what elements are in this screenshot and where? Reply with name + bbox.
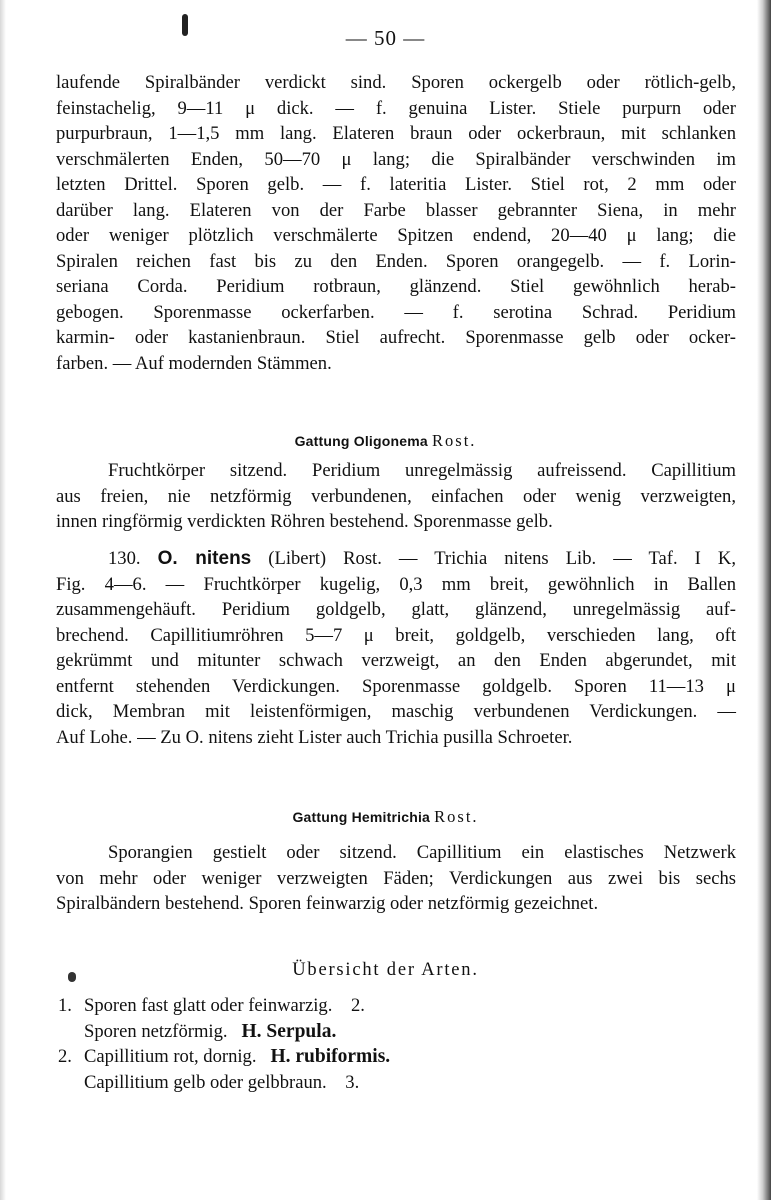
text-line: verschmälerten Enden, 50—70 μ lang; die Spiralbänder verschwinden im (56, 148, 736, 170)
text-line: laufende Spiralbänder verdickt sind. Sporen ockergelb oder rötlich-gelb, (56, 72, 736, 93)
genus-heading-hemitrichia (0, 807, 771, 827)
species-first-line (56, 546, 736, 572)
species-key (58, 993, 558, 1095)
key-reference: 2. (350, 995, 365, 1016)
text-line: darüber lang. Elateren von der Farbe blasser gebrannter Siena, in mehr (56, 199, 736, 221)
text-line: entfernt stehenden Verdickungen. Sporenmasse goldgelb. Sporen 11—13 μ (56, 675, 736, 697)
text-line: Spiralbändern bestehend. Sporen feinwarzig oder netzförmig gezeichnet. (56, 893, 599, 914)
text-line: gekrümmt und mitunter schwach verzweigt, an den Enden abgerundet, mit (56, 650, 736, 671)
text-line: dick, Membran mit leistenförmigen, maschig verbundenen Verdickungen. — (56, 701, 736, 722)
text-line: zusammengehäuft. Peridium goldgelb, glatt, glänzend, unregelmässig auf- (56, 599, 736, 620)
overview-title: Übersicht der Arten. (292, 960, 479, 980)
genus-name: Gattung Hemitrichia (292, 809, 431, 825)
key-text: Capillitium rot, dornig. (84, 1046, 257, 1067)
text-line: farben. — Auf modernden Stämmen. (56, 352, 332, 374)
genus-author: Rost. (434, 807, 479, 826)
text-line: oder weniger plötzlich verschmälerte Spitzen endend, 20—40 μ lang; die (56, 225, 736, 246)
key-row (58, 993, 558, 1019)
text-line: von mehr oder weniger verzweigten Fäden; Verdickungen aus zwei bis sechs (56, 867, 736, 889)
key-row (58, 1044, 558, 1070)
genus-heading-oligonema (0, 431, 771, 451)
text-line: innen ringförmig verdickten Röhren bestehend. Sporenmasse gelb. (56, 511, 553, 532)
genus-name: Gattung Oligonema (294, 433, 428, 449)
species-synonymy: (Libert) Rost. — Trichia nitens Lib. — Taf. I K, (268, 548, 736, 569)
page-edge-shadow-left (0, 0, 6, 1200)
text-line: brechend. Capillitiumröhren 5—7 μ breit, goldgelb, verschieden lang, oft (56, 624, 736, 646)
text-line: Fig. 4—6. — Fruchtkörper kugelig, 0,3 mm breit, gewöhnlich in Ballen (56, 573, 736, 595)
key-species: H. Serpula. (241, 1020, 337, 1042)
text-line: karmin- oder kastanienbraun. Stiel aufrecht. Sporenmasse gelb oder ocker- (56, 327, 736, 348)
top-paragraph (56, 70, 736, 376)
key-number: 2. (58, 1046, 72, 1067)
key-row (58, 1019, 558, 1045)
key-text: Capillitium gelb oder gelbbraun. (84, 1071, 327, 1093)
text-line: seriana Corda. Peridium rotbraun, glänzend. Stiel gewöhnlich herab- (56, 276, 736, 297)
text-line: purpurbraun, 1—1,5 mm lang. Elateren braun oder ockerbraun, mit schlanken (56, 123, 736, 144)
key-number: 1. (58, 995, 72, 1016)
text-line: Spiralen reichen fast bis zu den Enden. Sporen orangegelb. — f. Lorin- (56, 250, 736, 272)
text-line: gebogen. Sporenmasse ockerfarben. — f. serotina Schrad. Peridium (56, 301, 736, 323)
key-text: Sporen netzförmig. (84, 1020, 228, 1042)
text-line: feinstachelig, 9—11 μ dick. — f. genuina Lister. Stiele purpurn oder (56, 97, 736, 119)
key-row (58, 1070, 558, 1096)
text-line: Sporangien gestielt oder sitzend. Capillitium ein elastisches Netzwerk (108, 842, 736, 863)
text-line: Fruchtkörper sitzend. Peridium unregelmässig aufreissend. Capillitium (108, 460, 736, 481)
genus-author: Rost. (432, 431, 477, 450)
page-number: — 50 — (345, 26, 426, 50)
key-reference: 3. (345, 1071, 360, 1093)
oligonema-description (56, 458, 736, 535)
key-species: H. rubiformis. (270, 1046, 391, 1067)
species-130-entry (56, 546, 736, 750)
hemitrichia-description (56, 840, 736, 917)
page-edge-shadow-right (757, 0, 771, 1200)
text-line: letzten Drittel. Sporen gelb. — f. lateritia Lister. Stiel rot, 2 mm oder (56, 174, 736, 195)
text-line: Auf Lohe. — Zu O. nitens zieht Lister auch Trichia pusilla Schroeter. (56, 726, 573, 748)
species-name: O. nitens (157, 548, 252, 569)
species-number: 130. (108, 548, 141, 569)
text-line: aus freien, nie netzförmig verbundenen, einfachen oder wenig verzweigten, (56, 485, 736, 507)
key-text: Sporen fast glatt oder feinwarzig. (84, 995, 333, 1016)
